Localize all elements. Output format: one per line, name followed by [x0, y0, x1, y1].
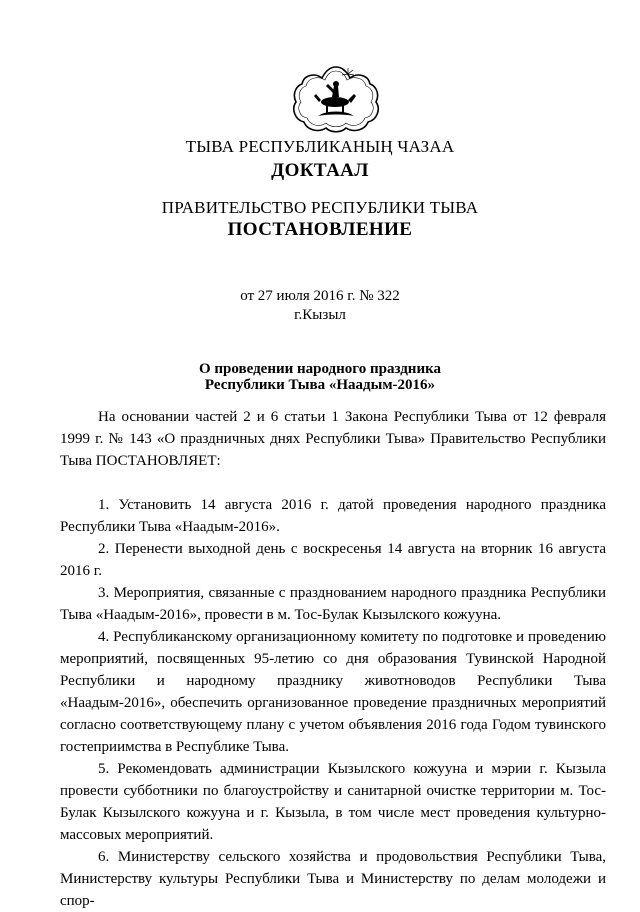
lotus-base-icon	[318, 112, 354, 117]
org-name-tuvan: ТЫВА РЕСПУБЛИКАНЫҢ ЧАЗАА	[185, 137, 455, 156]
resolution-item: 4. Республиканскому организационному комитету по подготовке и проведению мероприятий, посвященных 95-летию со дня образования Тувинской Народной Республики и народному празднику животноводов Республики Тыва «Наадым-2016», обеспечить организованное проведение праздничных мероприятий согласно соответствующему плану с учетом объявления 2016 года Годом тувинского гостеприимства в Республике Тыва.	[60, 629, 606, 755]
preamble-paragraph: На основании частей 2 и 6 статьи 1 Закона Республики Тыва от 12 февраля 1999 г. № 143 «О праздничных днях Республики Тыва» Правительство Республики Тыва ПОСТАНОВЛЯЕТ:	[60, 409, 606, 469]
city: г.Кызыл	[294, 307, 346, 323]
date-number: от 27 июля 2016 г. № 322	[240, 288, 400, 304]
resolution-title-line2: Республики Тыва «Наадым-2016»	[204, 377, 436, 393]
org-name-russian: ПРАВИТЕЛЬСТВО РЕСПУБЛИКИ ТЫВА	[161, 198, 479, 217]
resolution-title-line1: О проведении народного праздника	[198, 361, 441, 377]
horse-rider-icon	[314, 81, 356, 113]
resolution-item: 3. Мероприятия, связанные с празднованием народного праздника Республики Тыва «Наадым-2016», провести в м. Тос-Булак Кызылского кожууна.	[60, 585, 606, 623]
doc-type-tuvan: ДОКТААЛ	[271, 160, 369, 181]
doc-type-russian: ПОСТАНОВЛЕНИЕ	[227, 219, 413, 240]
resolution-body	[60, 406, 606, 912]
resolution-item: 6. Министерству сельского хозяйства и продовольствия Республики Тыва, Министерству культуры Республики Тыва и Министерству по делам молодежи и спор-	[60, 849, 606, 909]
resolution-item: 1. Установить 14 августа 2016 г. датой проведения народного праздника Республики Тыва «Наадым-2016».	[60, 497, 606, 535]
resolution-item: 5. Рекомендовать администрации Кызылского кожууна и мэрии г. Кызыла провести субботники по благоустройству и санитарной очистке территории м. Тос-Булак Кызылского кожууна и г. Кызыла, в том числе мест проведения культурно-массовых мероприятий.	[60, 761, 606, 843]
resolution-item: 2. Перенести выходной день с воскресенья 14 августа на вторник 16 августа 2016 г.	[60, 541, 606, 579]
coat-of-arms-emblem	[290, 64, 382, 134]
